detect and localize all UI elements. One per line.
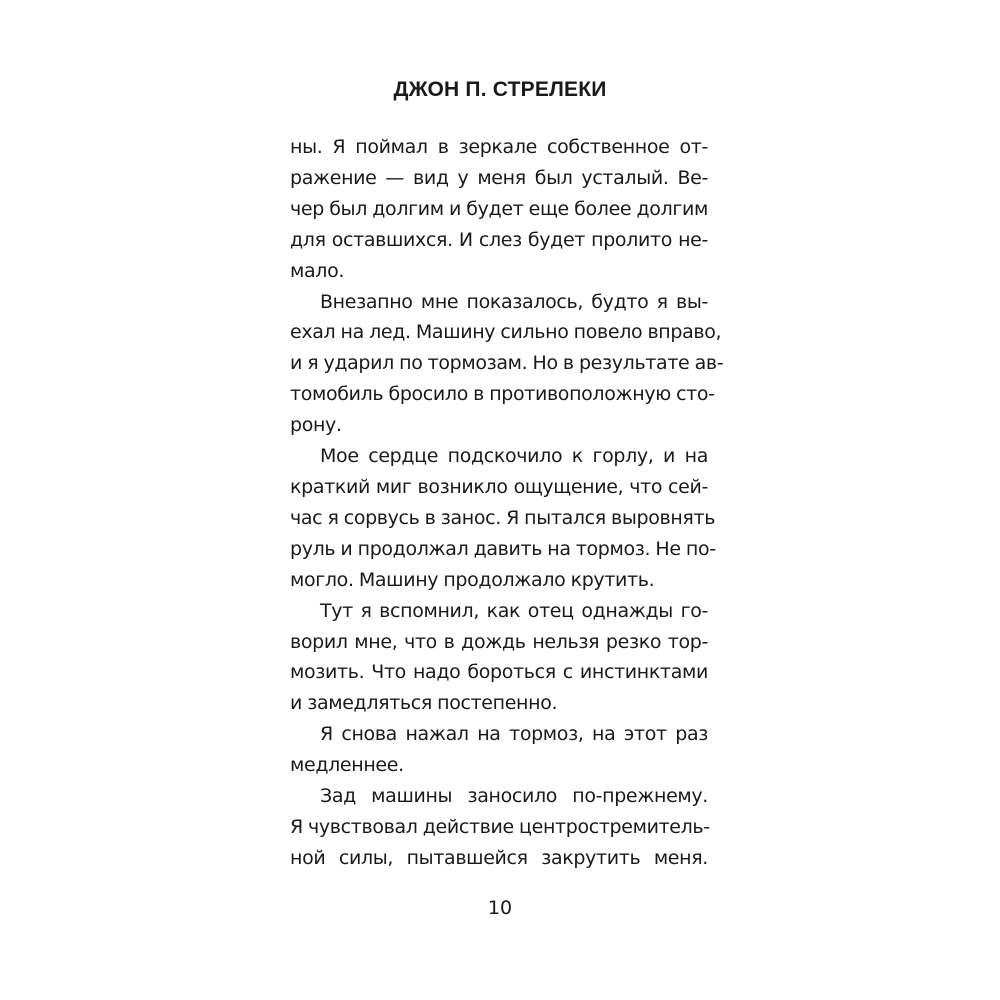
text-line: Я чувствовал действие центростремитель- bbox=[290, 815, 710, 838]
text-line: ехал на лед. Машину сильно повело вправо, bbox=[290, 321, 722, 344]
text-line: Тут я вспомнил, как отец однажды го- bbox=[320, 599, 708, 622]
text-line: и я ударил по тормозам. Но в результате ав- bbox=[290, 352, 724, 375]
text-line: и замедляться постепенно. bbox=[290, 692, 558, 715]
text-line: Внезапно мне показалось, будто я вы- bbox=[320, 290, 708, 313]
text-line: ны. Я поймал в зеркале собственное от- bbox=[290, 136, 708, 158]
text-line: ворил мне, что в дождь нельзя резко тор- bbox=[290, 630, 708, 653]
text-line: рону. bbox=[290, 414, 342, 437]
text-line: чер был долгим и будет еще более долгим bbox=[290, 197, 708, 220]
text-line: Я снова нажал на тормоз, на этот раз bbox=[320, 723, 708, 746]
text-line: час я сорвусь в занос. Я пытался выровнять bbox=[290, 506, 716, 529]
text-line: краткий миг возникло ощущение, что сей- bbox=[290, 475, 708, 498]
text-line: ной силы, пытавшейся закрутить меня. bbox=[290, 846, 708, 869]
running-head: ДЖОН П. СТРЕЛЕКИ bbox=[393, 78, 607, 101]
text-line: томобиль бросило в противоположную сто- bbox=[290, 383, 715, 406]
text-line: для оставшихся. И слез будет пролито не- bbox=[290, 228, 708, 251]
text-line: медленнее. bbox=[290, 754, 404, 777]
page-number: 10 bbox=[487, 897, 513, 919]
text-line: руль и продолжал давить на тормоз. Не по- bbox=[290, 537, 716, 560]
text-line: мало. bbox=[290, 259, 345, 282]
text-line: мозить. Что надо бороться с инстинктами bbox=[290, 661, 708, 684]
text-line: Зад машины заносило по-прежнему. bbox=[320, 785, 708, 808]
text-line: могло. Машину продолжало крутить. bbox=[290, 568, 655, 591]
text-line: ражение — вид у меня был усталый. Ве- bbox=[290, 166, 708, 189]
body-text bbox=[290, 132, 724, 874]
text-line: Мое сердце подскочило к горлу, и на bbox=[320, 445, 708, 468]
